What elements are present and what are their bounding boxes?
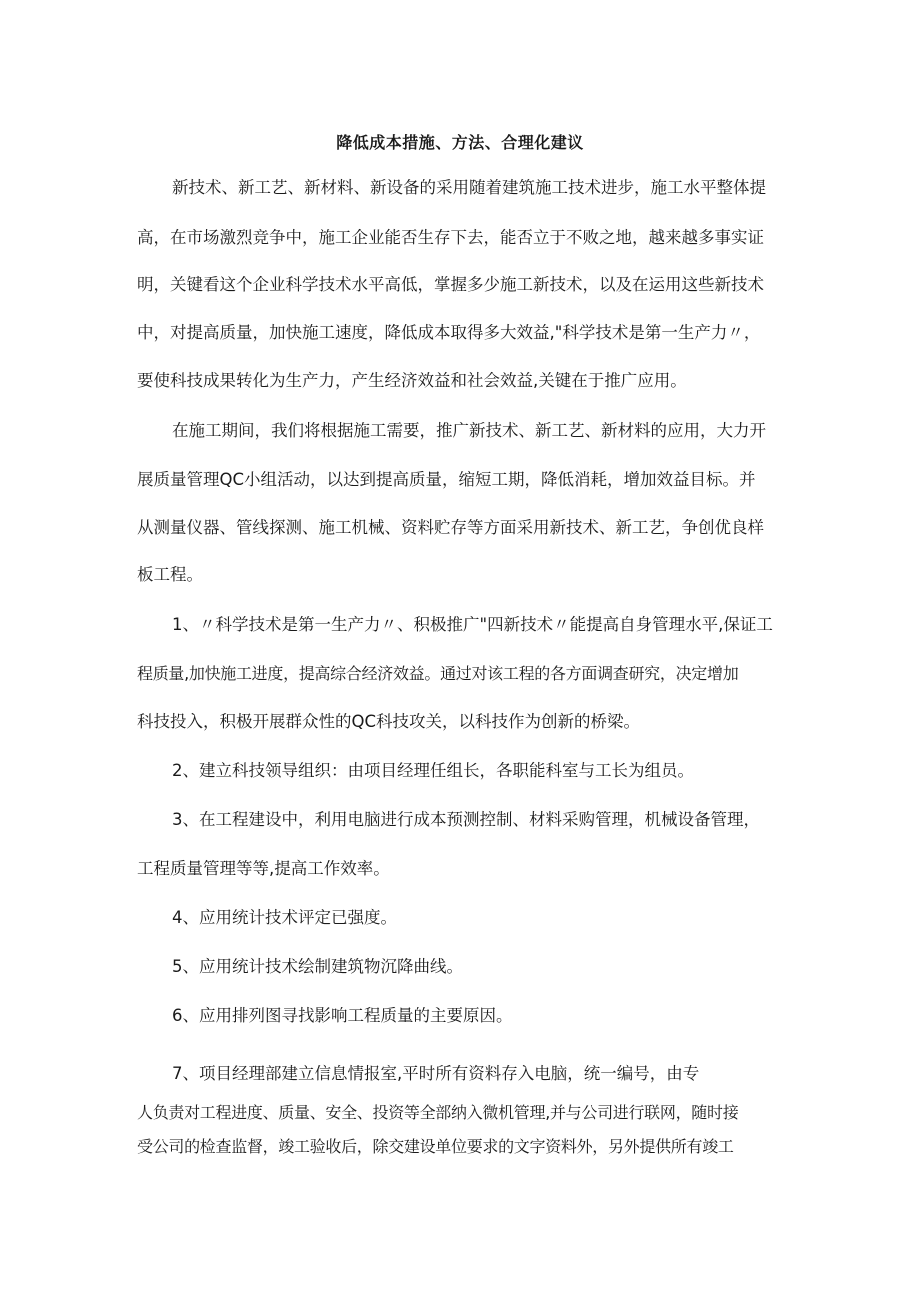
paragraph-line: 在施工期间，我们将根据施工需要，推广新技术、新工艺、新材料的应用，大力开	[172, 421, 766, 440]
paragraph-line: 要使科技成果转化为生产力，产生经济效益和社会效益,关键在于推广应用。	[137, 371, 687, 390]
paragraph-line: 新技术、新工艺、新材料、新设备的采用随着建筑施工技术进步，施工水平整体提	[172, 178, 766, 197]
paragraph-line: 展质量管理QC小组活动，以达到提高质量，缩短工期，降低消耗，增加效益目标。并	[137, 470, 756, 489]
paragraph-line: 明，关键看这个企业科学技术水平高低，掌握多少施工新技术，以及在运用这些新技术	[137, 275, 764, 294]
list-item-line: 3、在工程建设中，利用电脑进行成本预测控制、材料采购管理，机械设备管理，	[172, 810, 760, 829]
list-item-line: 6、应用排列图寻找影响工程质量的主要原因。	[172, 1006, 513, 1025]
list-item-line: 2、建立科技领导组织：由项目经理任组长，各职能科室与工长为组员。	[172, 761, 694, 780]
paragraph-line: 中，对提高质量，加快施工速度，降低成本取得多大效益,"科学技术是第一生产力〃，	[137, 323, 761, 342]
list-item-line: 程质量,加快施工进度，提高综合经济效益。通过对该工程的各方面调查研究，决定增加	[137, 664, 739, 683]
list-item-line: 人负责对工程进度、质量、安全、投资等全部纳入微机管理,并与公司进行联网，随时接	[137, 1103, 739, 1122]
list-item-line: 7、项目经理部建立信息情报室,平时所有资料存入电脑，统一编号，由专	[172, 1064, 700, 1083]
list-item-line: 5、应用统计技术绘制建筑物沉降曲线。	[172, 957, 463, 976]
paragraph-line: 从测量仪器、管线探测、施工机械、资料贮存等方面采用新技术、新工艺，争创优良样	[137, 518, 764, 537]
list-item-line: 受公司的检查监督，竣工验收后，除交建设单位要求的文字资料外，另外提供所有竣工	[137, 1137, 734, 1156]
list-item-line: 科技投入，积极开展群众性的QC科技攻关，以科技作为创新的桥梁。	[137, 712, 641, 731]
paragraph-line: 高，在市场激烈竞争中，施工企业能否生存下去，能否立于不败之地，越来越多事实证	[137, 228, 764, 247]
list-item-line: 1、〃科学技术是第一生产力〃、积极推广"四新技术〃能提高自身管理水平,保证工	[172, 615, 773, 634]
list-item-line: 4、应用统计技术评定已强度。	[172, 908, 397, 927]
paragraph-line: 板工程。	[137, 565, 203, 584]
document-title: 降低成本措施、方法、合理化建议	[336, 133, 584, 152]
list-item-line: 工程质量管理等等,提高工作效率。	[137, 859, 390, 878]
